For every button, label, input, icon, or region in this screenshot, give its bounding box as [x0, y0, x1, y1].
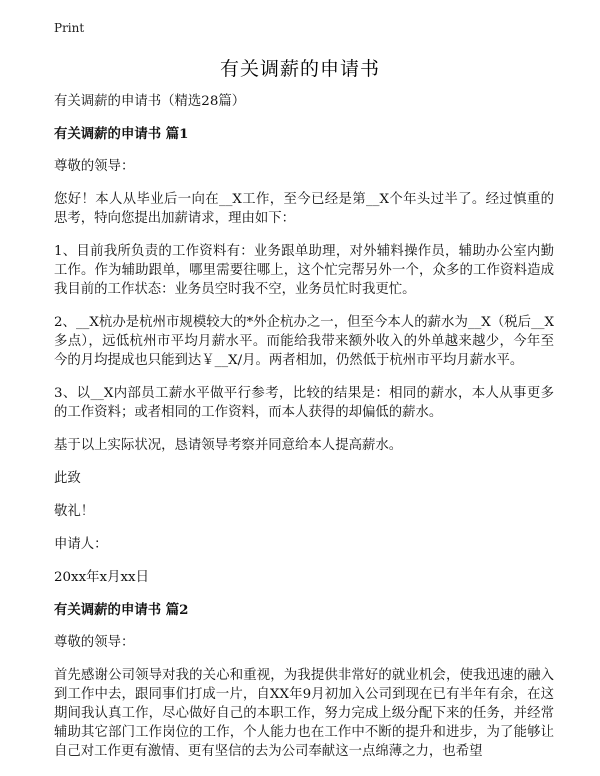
- section-heading-1: 有关调薪的申请书 篇1: [54, 126, 189, 142]
- document-body: [54, 92, 554, 774]
- date-line: 20xx年x月xx日: [54, 570, 149, 585]
- greeting-2: 尊敬的领导：: [54, 635, 135, 650]
- section-heading-2: 有关调薪的申请书 篇2: [54, 602, 189, 618]
- greeting-1: 尊敬的领导：: [54, 159, 135, 174]
- paragraph-reason-3: 3、以__X内部员工薪水平做平行参考，比较的结果是：相同的薪水，本人从事更多的工作资料；或者相同的工作资料，而本人获得的却偏低的薪水。: [54, 386, 554, 420]
- applicant-label: 申请人：: [54, 537, 108, 552]
- paragraph-reason-2: 2、__X杭办是杭州市规模较大的*外企杭办之一，但至今本人的薪水为__X（税后__X多点），远低杭州市平均月薪水平。而能给我带来额外收入的外单越来越少，今年至今的月均提成也只能到达￥__X/月。两者相加，仍然低于杭州市平均月薪水平。: [54, 315, 554, 368]
- closing-salutation: 此致: [54, 471, 81, 486]
- document-subtitle: 有关调薪的申请书（精选28篇）: [54, 94, 246, 109]
- paragraph-section2-intro: 首先感谢公司领导对我的关心和重视，为我提供非常好的就业机会，使我迅速的融入到工作中去，跟同事们打成一片，自XX年9月初加入公司到现在已有半年有余，在这期间我认真工作，尽心做好自己的本职工作，努力完成上级分配下来的任务，并经常辅助其它部门工作岗位的工作，个人能力也在工作中不断的提升和进步，为了能够让自己对工作更有激情、更有坚信的去为公司奉献这一点绵薄之力，也希望: [54, 668, 554, 759]
- paragraph-intro: 您好！本人从毕业后一向在__X工作，至今已经是第__X个年头过半了。经过慎重的思考，特向您提出加薪请求，理由如下：: [54, 192, 554, 226]
- paragraph-conclusion: 基于以上实际状况，恳请领导考察并同意给本人提高薪水。: [54, 438, 403, 453]
- paragraph-reason-1: 1、目前我所负责的工作资料有：业务跟单助理，对外辅料操作员，辅助办公室内勤工作。作为辅助跟单，哪里需要往哪上，这个忙完帮另外一个，众多的工作资料造成我目前的工作状态：业务员空时我不空，业务员忙时我更忙。: [54, 244, 554, 297]
- closing-regards: 敬礼！: [54, 504, 95, 519]
- document-title: 有关调薪的申请书: [219, 58, 380, 80]
- print-link[interactable]: Print: [54, 21, 85, 35]
